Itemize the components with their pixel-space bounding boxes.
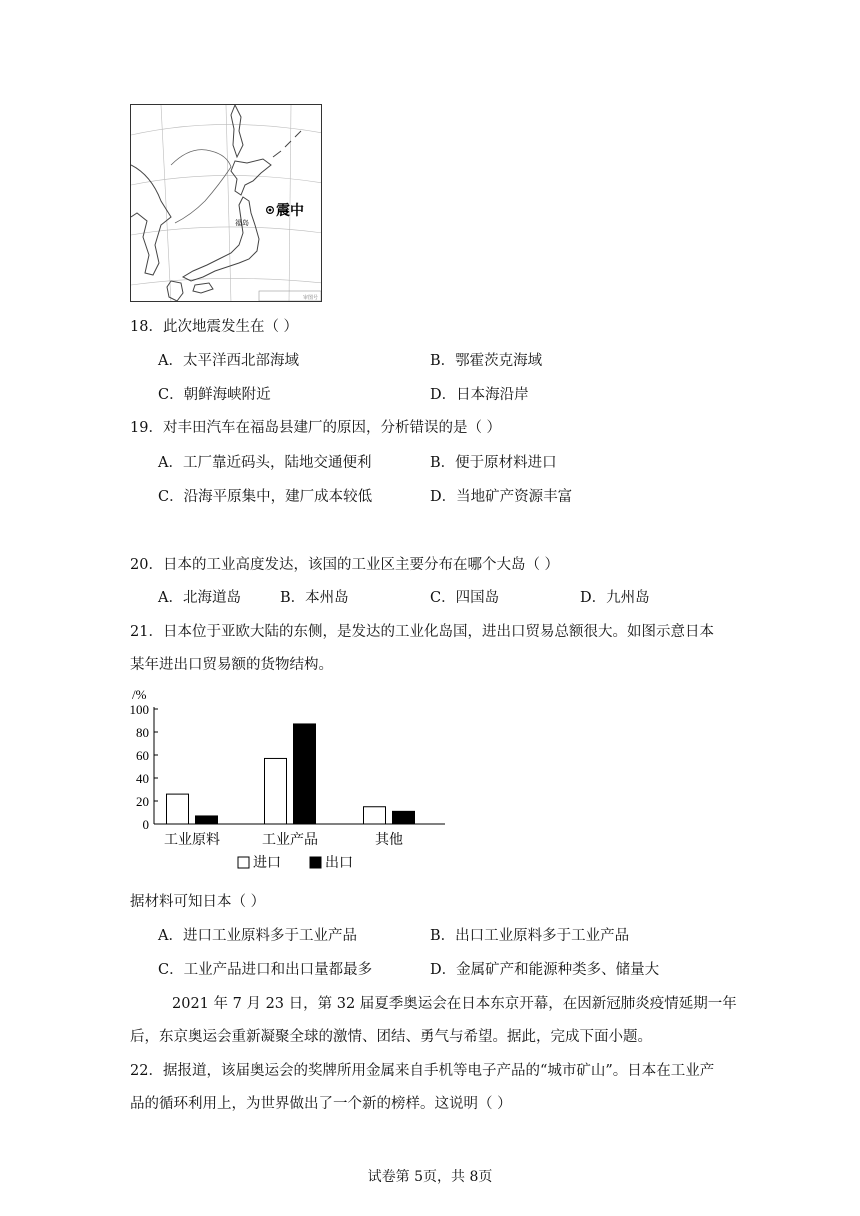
q18-option-a: A．太平洋西北部海域 bbox=[158, 353, 299, 369]
bar-出口 bbox=[196, 816, 218, 824]
category-label: 其他 bbox=[375, 833, 403, 848]
q19-option-b: B．便于原材料进口 bbox=[430, 455, 557, 471]
legend-label: 出口 bbox=[325, 856, 353, 871]
q21-option-c: C．工业产品进口和出口量都最多 bbox=[158, 962, 373, 978]
q19-option-a: A．工厂靠近码头，陆地交通便利 bbox=[158, 455, 372, 471]
q18-option-b: B．鄂霍茨克海域 bbox=[430, 353, 543, 369]
q20-stem: 20．日本的工业高度发达，该国的工业区主要分布在哪个大岛（ ） bbox=[130, 557, 560, 573]
passage-line1: 2021 年 7 月 23 日，第 32 届夏季奥运会在日本东京开幕，在因新冠肺炎疫情延期一年 bbox=[172, 996, 737, 1012]
bar-进口 bbox=[364, 807, 386, 824]
japan-map bbox=[130, 104, 322, 302]
q20-option-b: B．本州岛 bbox=[280, 590, 349, 606]
page-footer: 试卷第 5页，共 8页 bbox=[367, 1169, 493, 1185]
q20-option-a: A．北海道岛 bbox=[158, 590, 241, 606]
q21-option-a: A．进口工业原料多于工业产品 bbox=[158, 928, 357, 944]
q18-stem: 18．此次地震发生在（ ） bbox=[130, 319, 299, 335]
q20-option-c: C．四国岛 bbox=[430, 590, 500, 606]
fukushima-label: 福岛 bbox=[235, 220, 249, 227]
y-tick-label: 0 bbox=[142, 817, 149, 832]
q21-option-d: D．金属矿产和能源种类多、储量大 bbox=[430, 962, 660, 978]
q21-option-b: B．出口工业原料多于工业产品 bbox=[430, 928, 630, 944]
bar-出口 bbox=[294, 724, 316, 824]
passage-line2: 后，东京奥运会重新凝聚全球的激情、团结、勇气与希望。据此，完成下面小题。 bbox=[130, 1029, 652, 1045]
bar-出口 bbox=[393, 811, 415, 824]
legend-swatch-出口 bbox=[310, 857, 321, 868]
q18-option-c: C．朝鲜海峡附近 bbox=[158, 387, 271, 403]
trade-structure-chart bbox=[110, 684, 470, 874]
q21-text-line1: 21．日本位于亚欧大陆的东侧，是发达的工业化岛国，进出口贸易总额很大。如图示意日本 bbox=[130, 624, 714, 640]
legend-label: 进口 bbox=[253, 856, 281, 871]
q19-option-c: C．沿海平原集中，建厂成本较低 bbox=[158, 489, 373, 505]
map-corner-label: 审图号 bbox=[303, 295, 319, 301]
bar-进口 bbox=[265, 758, 287, 824]
y-axis-label: /% bbox=[132, 687, 147, 702]
legend-swatch-进口 bbox=[238, 857, 249, 868]
y-tick-label: 60 bbox=[136, 748, 149, 763]
q19-option-d: D．当地矿产资源丰富 bbox=[430, 489, 573, 505]
bar-进口 bbox=[167, 794, 189, 824]
q21-text-line2: 某年进出口贸易额的货物结构。 bbox=[130, 657, 333, 673]
q22-text-line1: 22．据报道，该届奥运会的奖牌所用金属来自手机等电子产品的“城市矿山”。日本在工业产 bbox=[130, 1063, 715, 1079]
y-tick-label: 80 bbox=[136, 725, 149, 740]
q21-stem: 据材料可知日本（ ） bbox=[130, 894, 266, 910]
y-tick-label: 40 bbox=[136, 771, 149, 786]
y-tick-label: 20 bbox=[136, 794, 149, 809]
category-label: 工业原料 bbox=[164, 833, 220, 848]
epicenter-label: 震中 bbox=[276, 202, 304, 218]
q22-text-line2: 品的循环利用上，为世界做出了一个新的榜样。这说明（ ） bbox=[130, 1096, 512, 1112]
y-tick-label: 100 bbox=[129, 702, 149, 717]
q20-option-d: D．九州岛 bbox=[580, 590, 650, 606]
q18-option-d: D．日本海沿岸 bbox=[430, 387, 529, 403]
q19-stem: 19．对丰田汽车在福岛县建厂的原因，分析错误的是（ ） bbox=[130, 420, 502, 436]
category-label: 工业产品 bbox=[262, 833, 318, 848]
